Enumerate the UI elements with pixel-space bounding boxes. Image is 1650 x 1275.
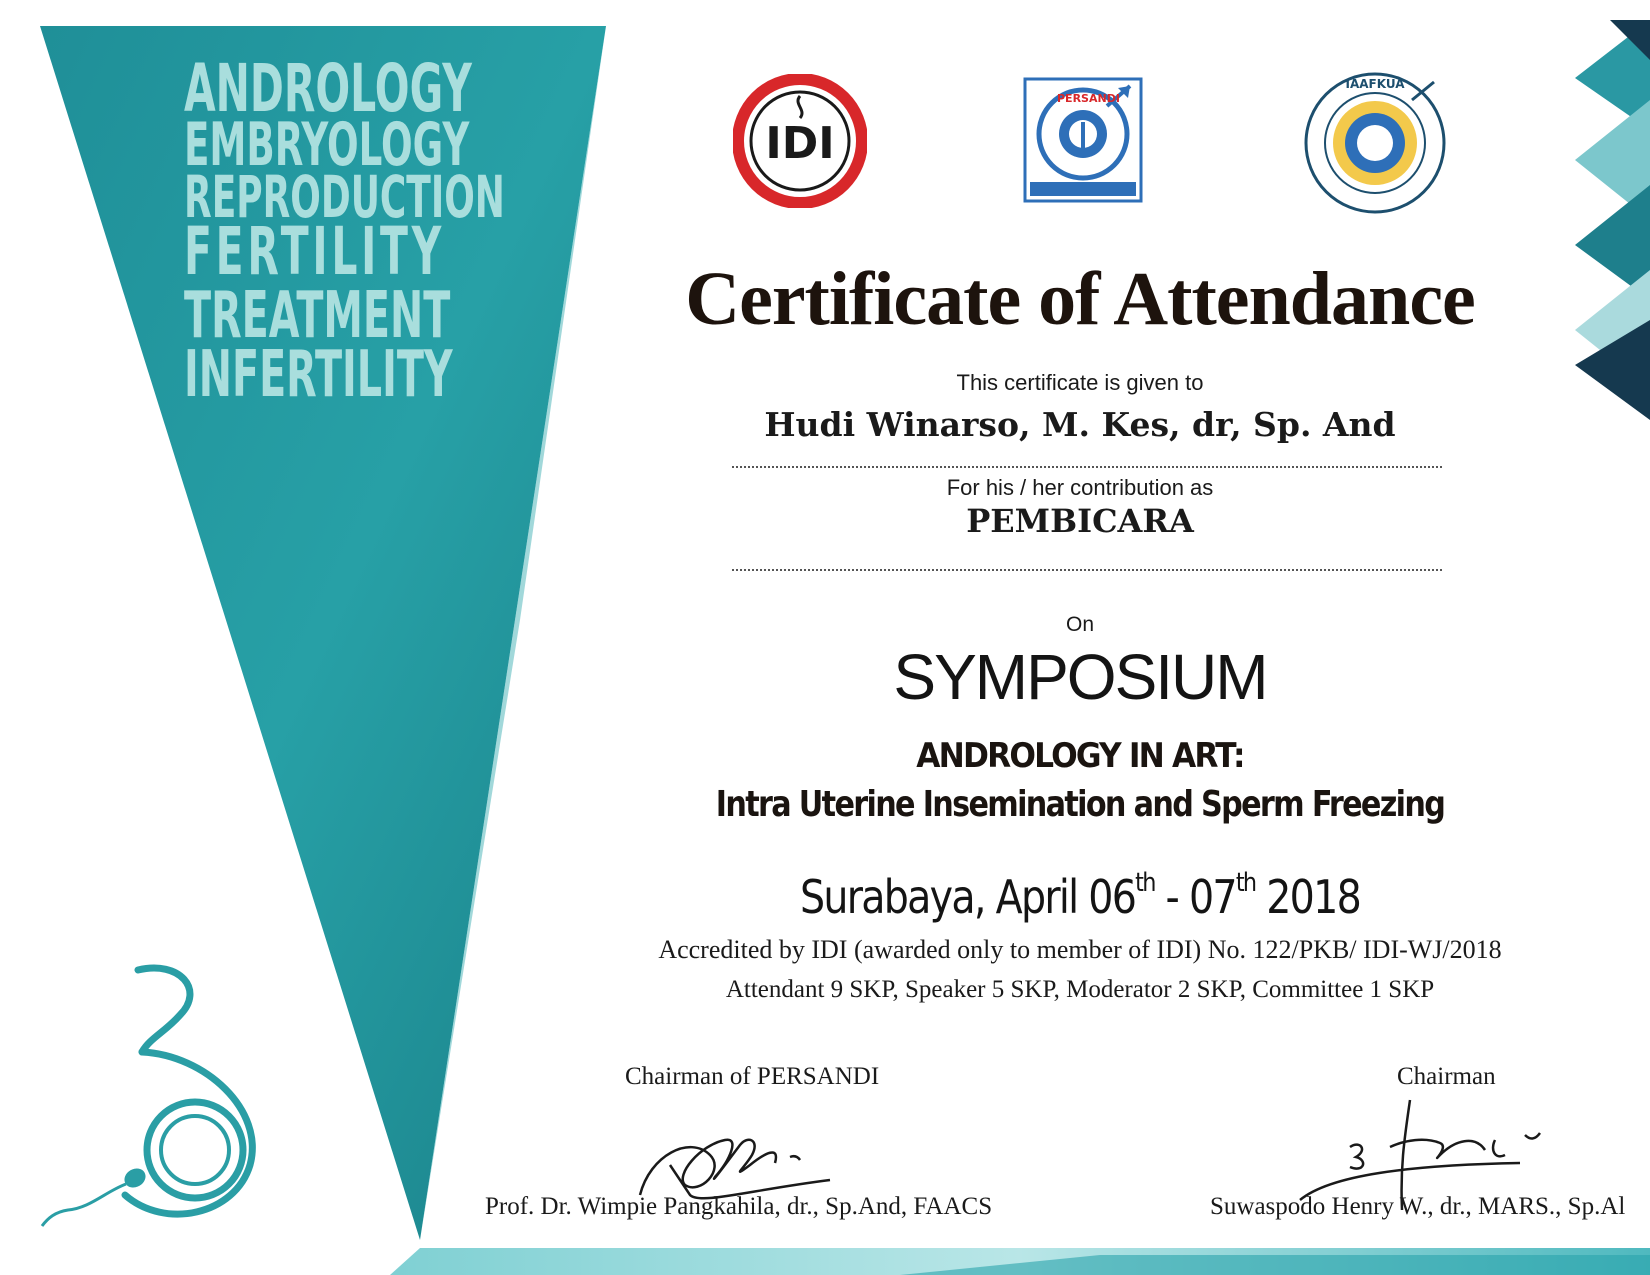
- sidebar-topic-list: [184, 50, 505, 412]
- recipient-name: Hudi Winarso, M. Kes, dr, Sp. And: [764, 405, 1396, 444]
- venue-date-prefix: Surabaya, April 06: [799, 870, 1136, 924]
- svg-text:IDI: IDI: [765, 118, 835, 169]
- role-dotted-line: [732, 569, 1442, 571]
- venue-date-middle: - 07: [1154, 870, 1236, 924]
- idi-logo-icon: [733, 74, 867, 208]
- sperm-egg-emblem-icon: [30, 960, 270, 1230]
- topic-fertility: FERTILITY: [184, 213, 446, 290]
- on-label: On: [1065, 613, 1094, 636]
- signature-title-persandi: Chairman of PERSANDI: [625, 1063, 880, 1090]
- svg-text:PERSANDI: PERSANDI: [1057, 92, 1120, 105]
- venue-date-suffix: 2018: [1255, 870, 1361, 924]
- topic-reproduction: REPRODUCTION: [184, 163, 505, 231]
- event-type: SYMPOSIUM: [893, 641, 1267, 713]
- venue-date: [684, 868, 1475, 924]
- topic-infertility: INFERTILITY: [184, 338, 453, 412]
- topic-embryology: EMBRYOLOGY: [184, 110, 470, 180]
- event-subtitle: Intra Uterine Insemination and Sperm Freezing: [715, 784, 1445, 825]
- venue-date-sup1: th: [1135, 868, 1155, 898]
- topic-treatment: TREATMENT: [184, 279, 451, 353]
- venue-date-sup2: th: [1235, 868, 1256, 898]
- signature-name-persandi: Prof. Dr. Wimpie Pangkahila, dr., Sp.And, FAACS: [485, 1193, 993, 1220]
- contribution-label: For his / her contribution as: [946, 475, 1214, 500]
- persandi-logo-icon: [1022, 76, 1144, 204]
- given-to-label: This certificate is given to: [956, 370, 1204, 395]
- certificate-title: Certificate of Attendance: [685, 257, 1475, 341]
- event-title: ANDROLOGY IN ART:: [916, 736, 1244, 776]
- contribution-role: PEMBICARA: [966, 502, 1194, 540]
- right-chevrons: [1575, 20, 1650, 420]
- signature-name-chairman: Suwaspodo Henry W., dr., MARS., Sp.Al: [1210, 1193, 1626, 1220]
- signature-title-chairman: Chairman: [1397, 1063, 1496, 1090]
- svg-text:IAAFKUA: IAAFKUA: [1345, 77, 1405, 91]
- recipient-dotted-line: [732, 466, 1442, 468]
- skp-text: Attendant 9 SKP, Speaker 5 SKP, Moderator 2 SKP, Committee 1 SKP: [725, 976, 1435, 1003]
- topic-andrology: ANDROLOGY: [184, 50, 472, 127]
- iaafkua-logo-icon: [1302, 70, 1448, 216]
- accreditation-text: Accredited by IDI (awarded only to member of IDI) No. 122/PKB/ IDI-WJ/2018: [658, 935, 1502, 964]
